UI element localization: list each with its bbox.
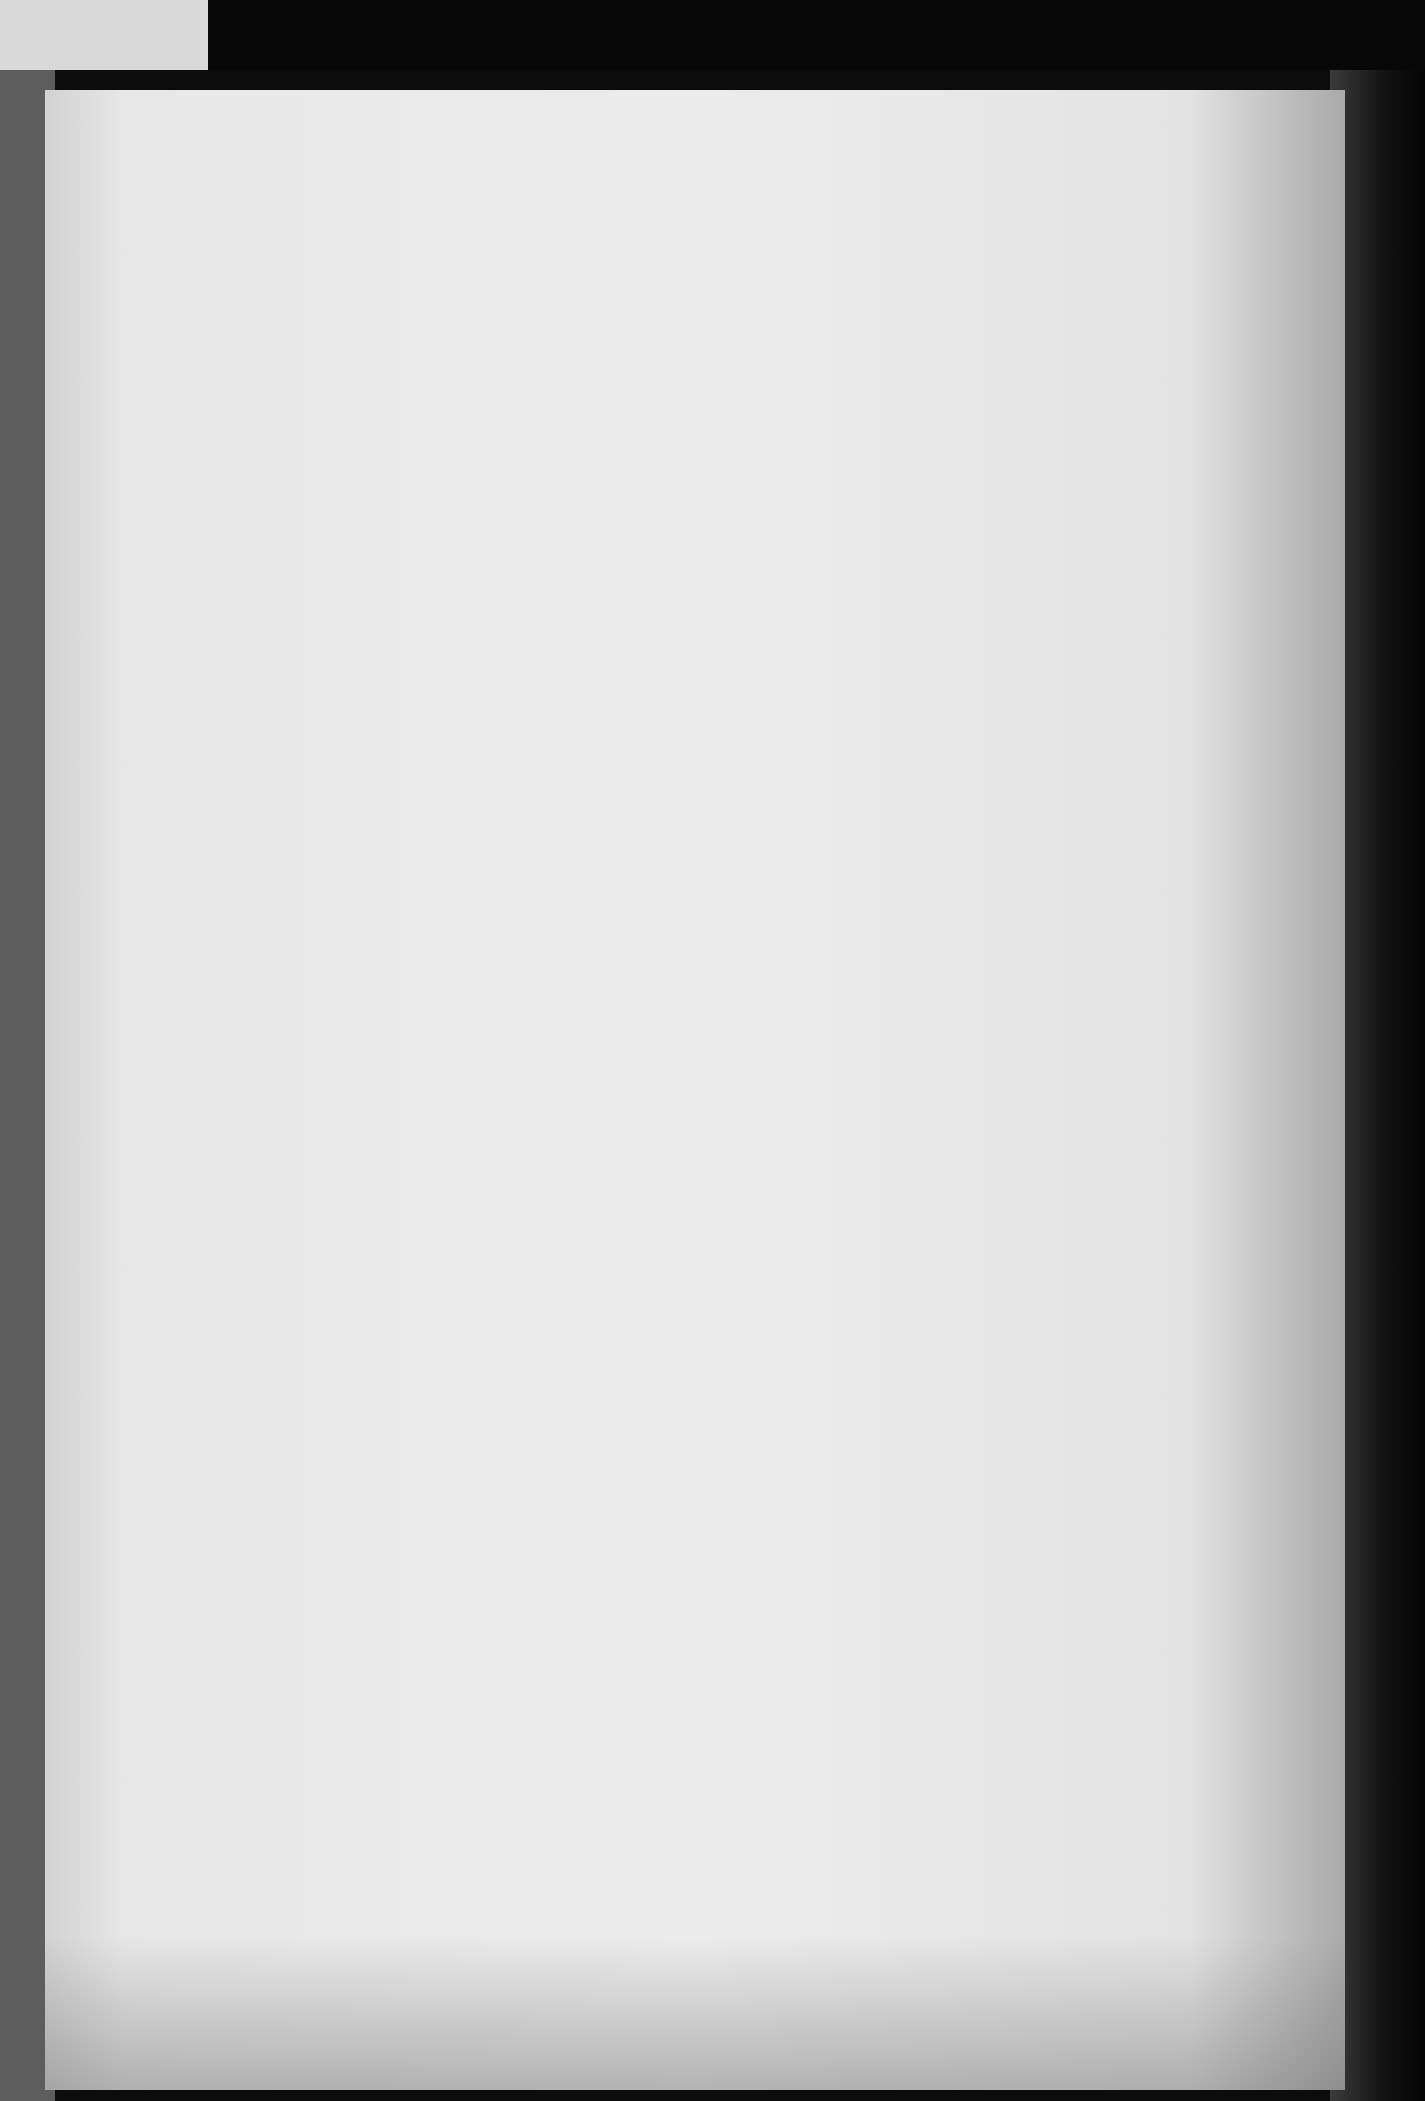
document-page [45,90,1345,2090]
scan-top-border [0,0,1425,70]
scan-top-white-patch [0,0,208,70]
page-bottom-shade [45,1935,1345,2090]
